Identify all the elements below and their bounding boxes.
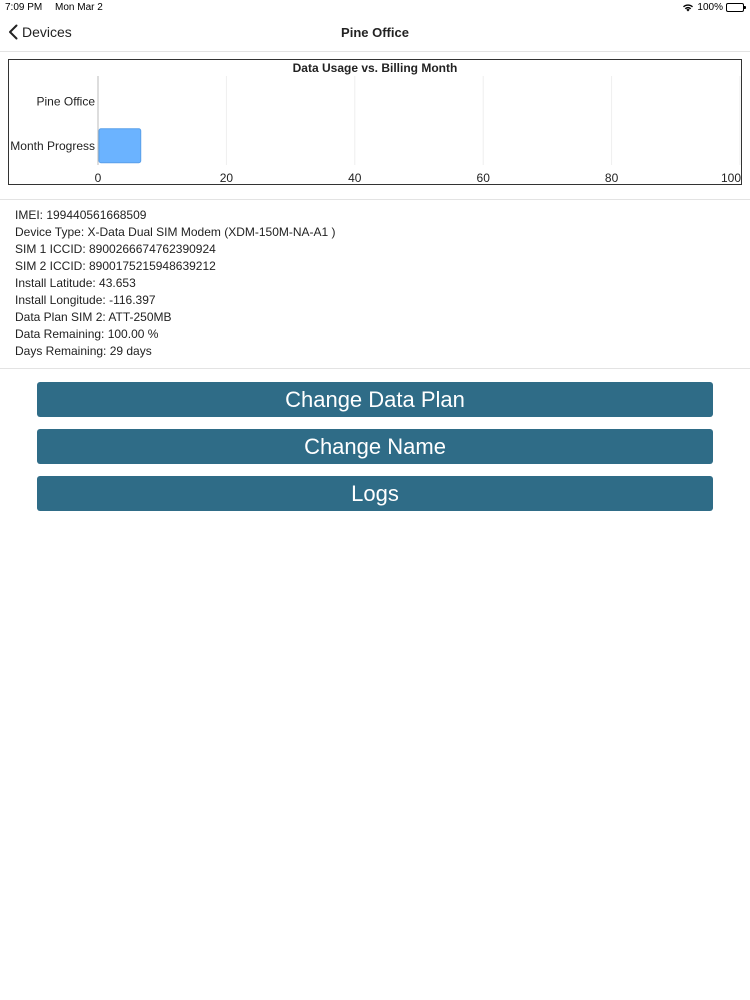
chart-grid xyxy=(98,76,740,165)
divider xyxy=(0,199,750,200)
divider xyxy=(0,368,750,369)
status-date: Mon Mar 2 xyxy=(55,2,103,13)
info-imei: IMEI: 199440561668509 xyxy=(15,208,147,222)
change-name-button[interactable]: Change Name xyxy=(37,429,713,464)
chart-title: Data Usage vs. Billing Month xyxy=(292,61,458,75)
info-days-remaining: Days Remaining: 29 days xyxy=(15,344,152,358)
info-device-type: Device Type: X-Data Dual SIM Modem (XDM-150M-NA-A1 ) xyxy=(15,225,336,239)
change-data-plan-button[interactable]: Change Data Plan xyxy=(37,382,713,417)
chart-x-tick-label: 80 xyxy=(604,171,619,184)
info-data-plan: Data Plan SIM 2: ATT-250MB xyxy=(15,310,172,324)
logs-button[interactable]: Logs xyxy=(37,476,713,511)
chart-x-tick-label: 100 xyxy=(720,171,741,184)
info-install-latitude: Install Latitude: 43.653 xyxy=(15,276,136,290)
device-info-list xyxy=(15,207,735,360)
info-install-longitude: Install Longitude: -116.397 xyxy=(15,293,156,307)
chart-x-tick-label: 20 xyxy=(219,171,234,184)
page-title: Pine Office xyxy=(341,25,409,40)
chart-bar xyxy=(99,129,141,163)
status-time: 7:09 PM xyxy=(5,2,43,13)
wifi-icon xyxy=(682,3,694,12)
chart-category-label: Month Progress xyxy=(10,138,95,153)
chart-category-labels xyxy=(10,94,95,153)
chart-x-tick-label: 60 xyxy=(476,171,490,184)
battery-icon xyxy=(726,3,744,12)
chart-svg xyxy=(9,60,741,184)
info-data-remaining: Data Remaining: 100.00 % xyxy=(15,327,159,341)
chart-bars xyxy=(99,129,141,163)
info-sim2-iccid: SIM 2 ICCID: 8900175215948639212 xyxy=(15,259,216,273)
chart-x-tick-label: 0 xyxy=(94,171,102,184)
chart-x-tick-labels xyxy=(95,171,741,184)
chart-x-tick-label: 40 xyxy=(348,171,362,184)
status-bar xyxy=(0,0,750,16)
battery-percent: 100% xyxy=(697,2,723,13)
back-button-label: Devices xyxy=(22,24,72,40)
chart-category-label: Pine Office xyxy=(36,94,95,109)
navigation-bar xyxy=(0,16,750,52)
info-sim1-iccid: SIM 1 ICCID: 8900266674762390924 xyxy=(15,242,216,256)
data-usage-chart xyxy=(8,59,742,185)
